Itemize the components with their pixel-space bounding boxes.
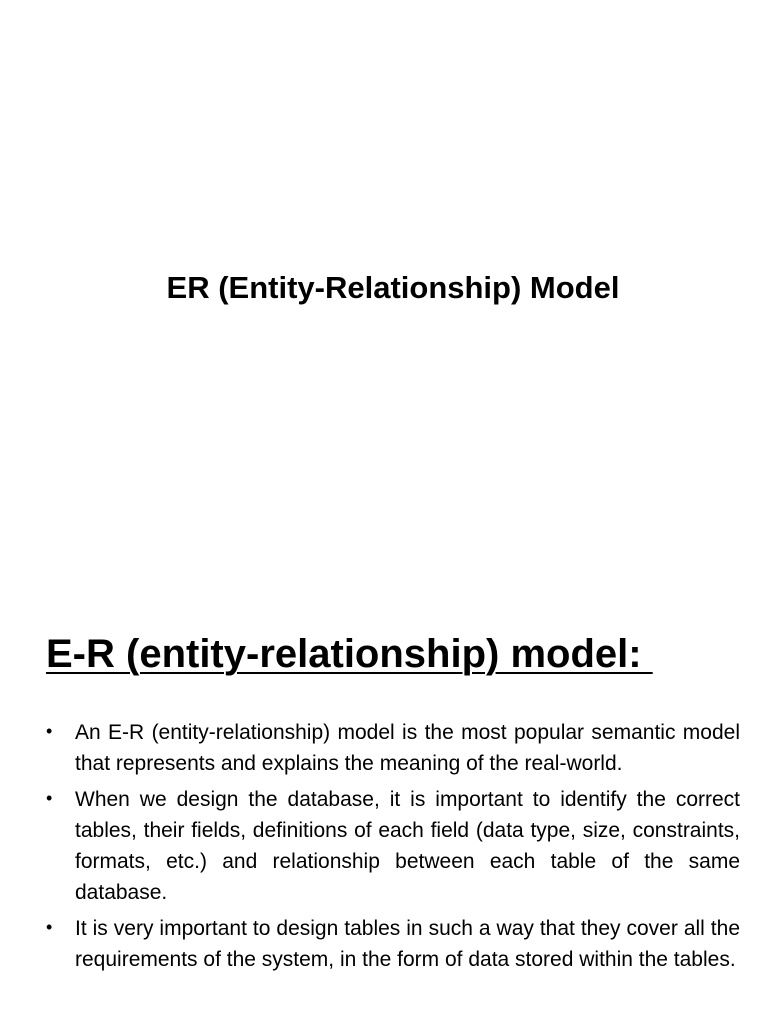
bullet-text: It is very important to design tables in such a way that they cover all the requirements of the system, in the form of data stored within the tables. <box>75 917 740 971</box>
bullet-text: When we design the database, it is important to identify the correct tables, their fields, definitions of each field (data type, size, constraints, formats, etc.) and relationship between each table of the same database. <box>75 788 740 904</box>
bullet-dot-icon: • <box>46 788 53 808</box>
slide-heading-text: E-R (entity-relationship) model: <box>46 632 653 676</box>
bullet-item <box>46 784 740 908</box>
bullet-item <box>46 913 740 975</box>
bullet-dot-icon: • <box>46 721 53 741</box>
slide-content <box>0 576 768 1024</box>
slide-title-text: ER (Entity-Relationship) Model <box>166 270 620 305</box>
bullet-list <box>46 717 740 980</box>
bullet-text: An E-R (entity-relationship) model is the most popular semantic model that represents and explains the meaning of the real-world. <box>75 721 740 775</box>
bullet-dot-icon: • <box>46 917 53 937</box>
bullet-item <box>46 717 740 779</box>
slide-heading <box>46 629 653 679</box>
